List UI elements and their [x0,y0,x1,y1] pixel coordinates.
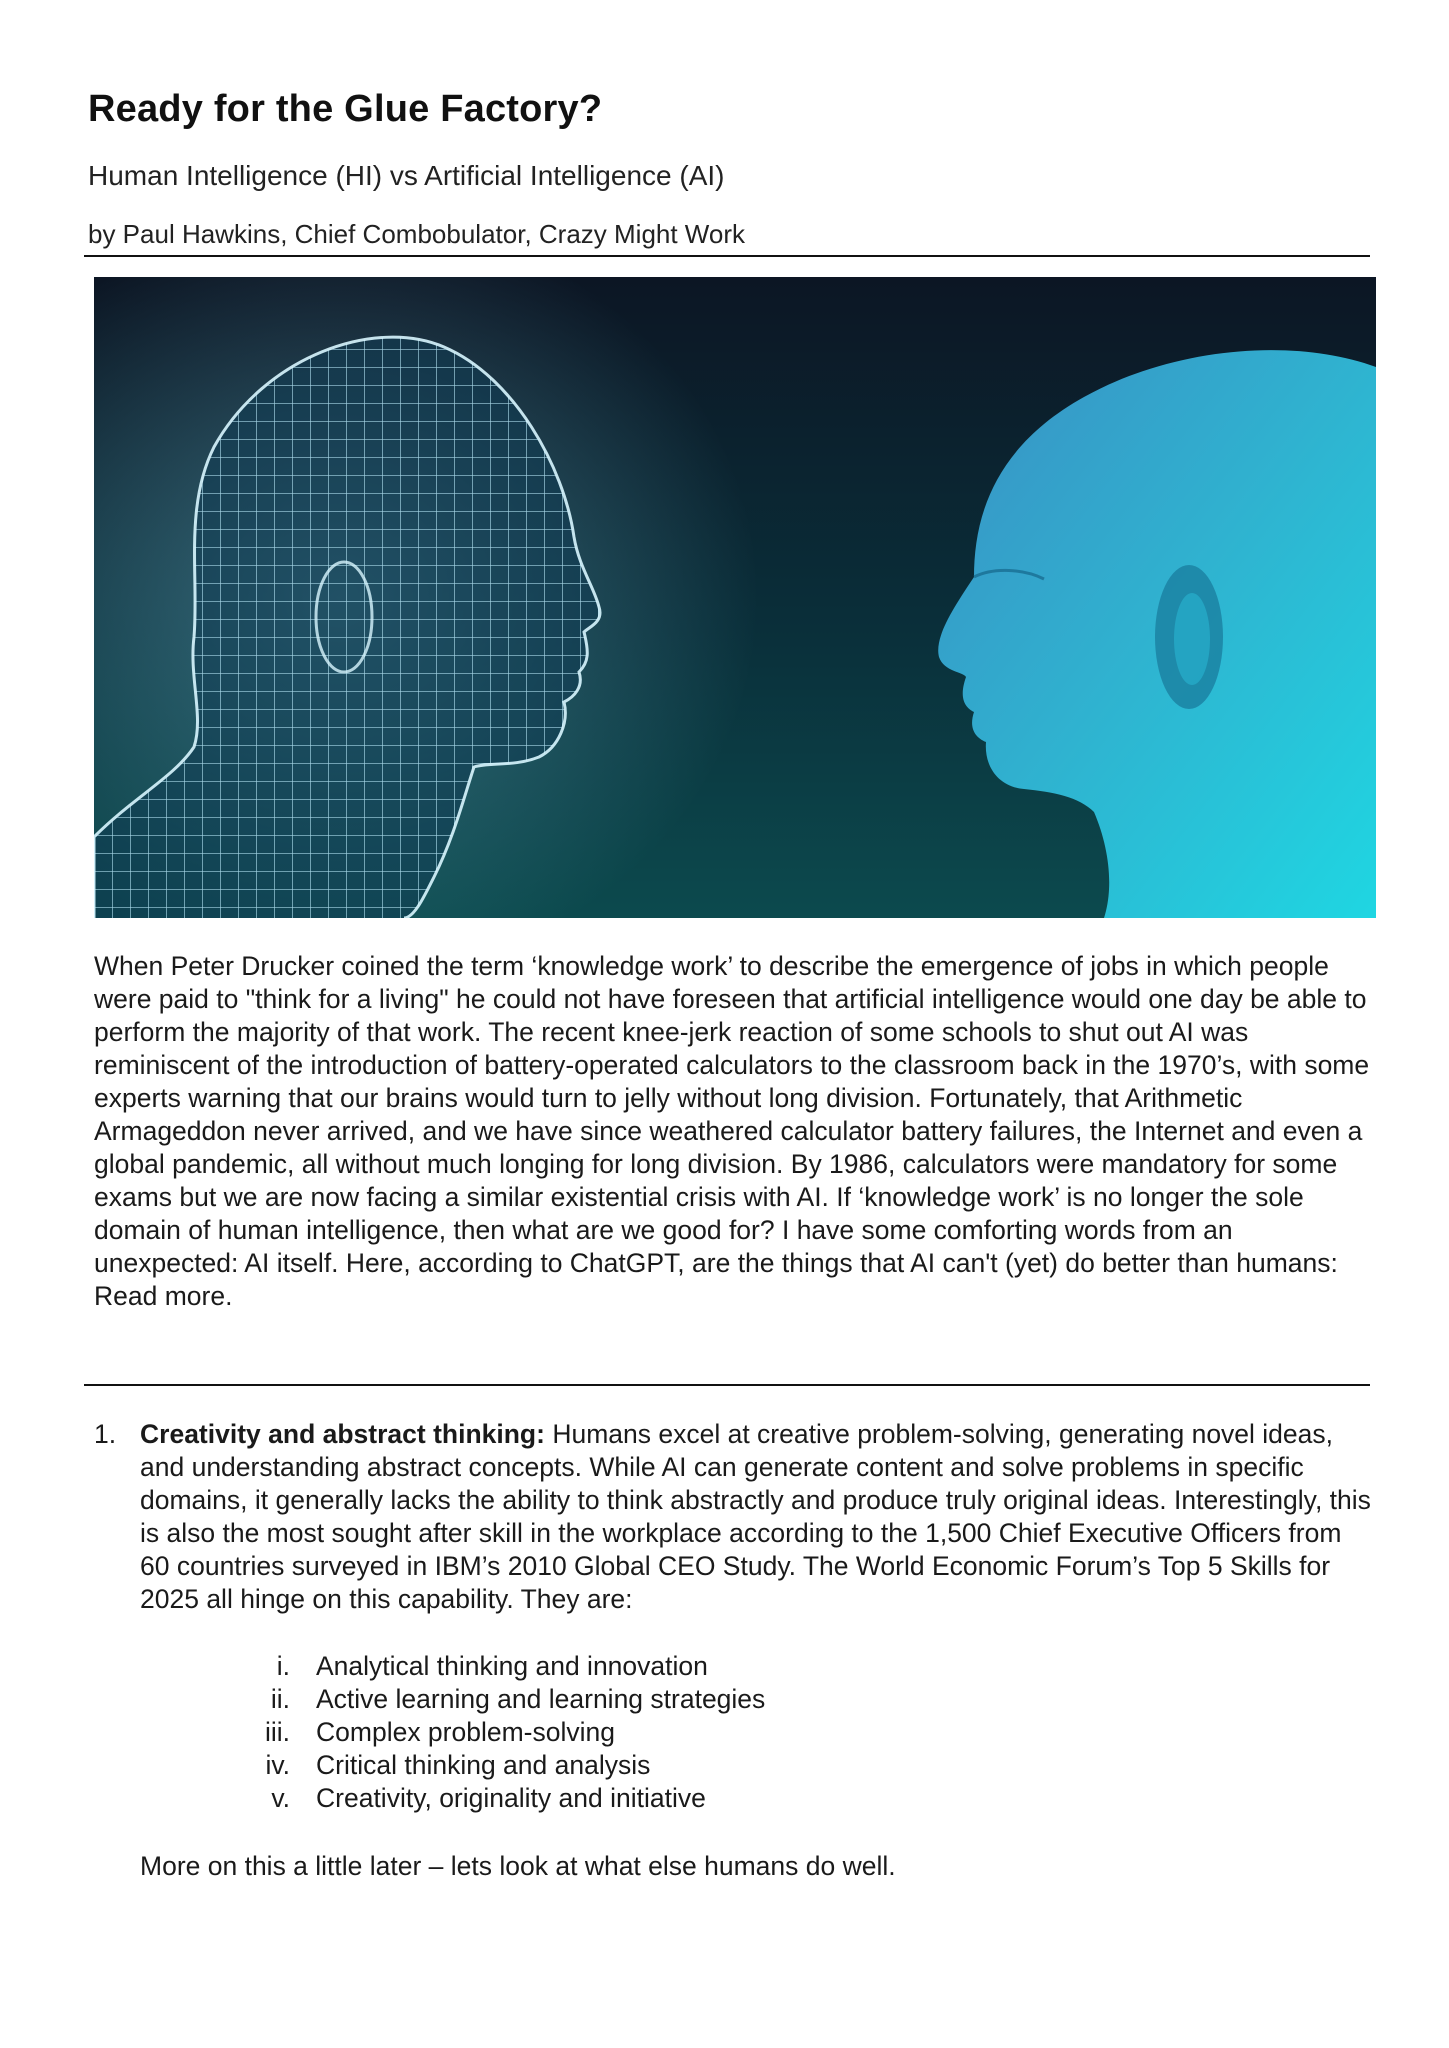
list-item-text: Active learning and learning strategies [316,1684,766,1714]
list-item-number: 1. [94,1419,117,1449]
hi-vs-ai-heads-illustration [94,277,1376,918]
list-item [230,1716,1130,1749]
page-subtitle: Human Intelligence (HI) vs Artificial Intelligence (AI) [88,160,725,191]
section-divider [84,1384,1370,1386]
list-item-numeral: v. [271,1783,290,1813]
skills-list [230,1650,1130,1815]
list-item-numeral: i. [276,1651,290,1681]
list-item [230,1683,1130,1716]
author-byline: by Paul Hawkins, Chief Combobulator, Crazy Might Work [88,219,745,249]
list-item-text: Critical thinking and analysis [316,1750,651,1780]
list-item-body [140,1418,1376,1616]
list-item-numeral: iv. [265,1750,290,1780]
list-item-text: Humans excel at creative problem-solving, generating novel ideas, and understanding abstract concepts. While AI can generate content and solve problems in specific domains, it generally lacks the ability to think abstractly and produce truly original ideas. Interestingly, this is also the most sought after skill in the workplace according to the 1,500 Chief Executive Officers from 60 countries surveyed in IBM’s 2010 Global CEO Study. The World Economic Forum’s Top 5 Skills for 2025 all hinge on this capability. They are: [140,1419,1371,1614]
list-item-numeral: iii. [264,1717,290,1747]
list-item-text: Complex problem-solving [316,1717,615,1747]
header-divider [84,255,1370,257]
list-item [230,1650,1130,1683]
list-item-numeral: ii. [270,1684,290,1714]
page-title: Ready for the Glue Factory? [88,88,603,130]
closing-paragraph: More on this a little later – lets look at what else humans do well. [140,1851,896,1881]
list-item-text: Analytical thinking and innovation [316,1651,708,1681]
list-item-text: Creativity, originality and initiative [316,1783,706,1813]
list-item-lead: Creativity and abstract thinking: [140,1419,545,1449]
list-item-creativity [94,1418,1376,1616]
list-item [230,1782,1130,1815]
intro-paragraph: When Peter Drucker coined the term ‘knowledge work’ to describe the emergence of jobs in which people were paid to "think for a living" he could not have foreseen that artificial intelligence would one day be able to perform the majority of that work. The recent knee-jerk reaction of some schools to shut out AI was reminiscent of the introduction of battery-operated calculators to the classroom back in the 1970’s, with some experts warning that our brains would turn to jelly without long division. Fortunately, that Arithmetic Armageddon never arrived, and we have since weathered calculator battery failures, the Internet and even a global pandemic, all without much longing for long division. By 1986, calculators were mandatory for some exams but we are now facing a similar existential crisis with AI. If ‘knowledge work’ is no longer the sole domain of human intelligence, then what are we good for? I have some comforting words from an unexpected: AI itself. Here, according to ChatGPT, are the things that AI can't (yet) do better than humans: Read more. [94,951,1370,1311]
list-item [230,1749,1130,1782]
hero-image [94,277,1376,918]
